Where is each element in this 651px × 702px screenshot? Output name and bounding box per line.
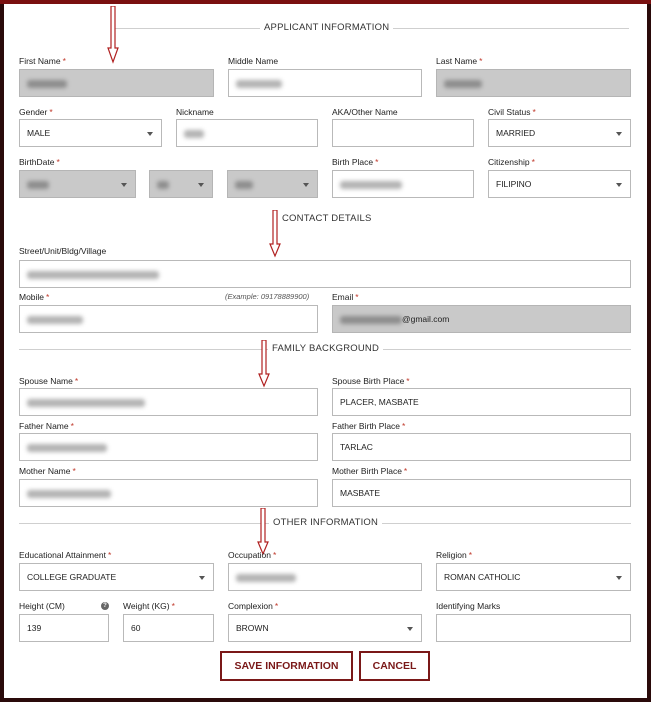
chevron-down-icon	[198, 183, 204, 187]
birth-month-select[interactable]	[19, 170, 136, 198]
spouse-name-field[interactable]	[19, 388, 318, 416]
gender-select[interactable]: MALE	[19, 119, 162, 147]
birth-place-field[interactable]	[332, 170, 474, 198]
applicant-form	[4, 4, 647, 698]
birthdate-label: BirthDate *	[19, 157, 60, 167]
section-title-other: OTHER INFORMATION	[269, 517, 382, 528]
mother-birth-place-field[interactable]: MASBATE	[332, 479, 631, 507]
occupation-label: Occupation *	[228, 550, 277, 560]
down-arrow-icon	[107, 6, 119, 64]
section-title-family: FAMILY BACKGROUND	[268, 343, 383, 354]
religion-label: Religion *	[436, 550, 473, 560]
chevron-down-icon	[303, 183, 309, 187]
section-title-applicant: APPLICANT INFORMATION	[260, 22, 393, 33]
street-field[interactable]	[19, 260, 631, 288]
citizenship-label: Citizenship *	[488, 157, 535, 167]
save-information-button[interactable]: SAVE INFORMATION	[220, 651, 353, 681]
religion-select[interactable]: ROMAN CATHOLIC	[436, 563, 631, 591]
mother-name-field[interactable]	[19, 479, 318, 507]
mobile-label: Mobile *	[19, 292, 50, 302]
father-name-field[interactable]	[19, 433, 318, 461]
mother-birth-place-label: Mother Birth Place *	[332, 466, 408, 476]
question-circle-icon[interactable]: ?	[101, 602, 109, 610]
birth-place-label: Birth Place *	[332, 157, 379, 167]
nickname-label: Nickname	[176, 107, 214, 117]
nickname-field[interactable]	[176, 119, 318, 147]
mother-name-label: Mother Name *	[19, 466, 76, 476]
birth-year-select[interactable]	[227, 170, 318, 198]
chevron-down-icon	[616, 132, 622, 136]
birth-day-select[interactable]	[149, 170, 213, 198]
mobile-field[interactable]	[19, 305, 318, 333]
chevron-down-icon	[616, 183, 622, 187]
father-birth-place-field[interactable]: TARLAC	[332, 433, 631, 461]
chevron-down-icon	[616, 576, 622, 580]
first-name-label: First Name *	[19, 56, 66, 66]
middle-name-label: Middle Name	[228, 56, 279, 66]
complexion-label: Complexion *	[228, 601, 279, 611]
first-name-field[interactable]	[19, 69, 214, 97]
complexion-select[interactable]: BROWN	[228, 614, 422, 642]
last-name-label: Last Name *	[436, 56, 483, 66]
middle-name-field[interactable]	[228, 69, 422, 97]
aka-field[interactable]	[332, 119, 474, 147]
down-arrow-icon	[257, 508, 269, 556]
section-title-contact: CONTACT DETAILS	[278, 213, 376, 224]
mobile-example-hint: (Example: 09178889900)	[225, 292, 310, 301]
email-field[interactable]: @gmail.com	[332, 305, 631, 333]
chevron-down-icon	[147, 132, 153, 136]
chevron-down-icon	[407, 627, 413, 631]
weight-label: Weight (KG) *	[123, 601, 175, 611]
chevron-down-icon	[199, 576, 205, 580]
street-label: Street/Unit/Bldg/Village	[19, 246, 107, 256]
father-name-label: Father Name *	[19, 421, 74, 431]
gender-label: Gender *	[19, 107, 53, 117]
height-label: Height (CM)	[19, 601, 65, 611]
spouse-birth-place-label: Spouse Birth Place *	[332, 376, 410, 386]
education-select[interactable]: COLLEGE GRADUATE	[19, 563, 214, 591]
identifying-marks-field[interactable]	[436, 614, 631, 642]
spouse-birth-place-field[interactable]: PLACER, MASBATE	[332, 388, 631, 416]
identifying-marks-label: Identifying Marks	[436, 601, 501, 611]
father-birth-place-label: Father Birth Place *	[332, 421, 406, 431]
email-label: Email *	[332, 292, 359, 302]
cancel-button[interactable]: CANCEL	[359, 651, 430, 681]
chevron-down-icon	[121, 183, 127, 187]
last-name-field[interactable]	[436, 69, 631, 97]
education-label: Educational Attainment *	[19, 550, 112, 560]
height-field[interactable]: 139	[19, 614, 109, 642]
aka-label: AKA/Other Name	[332, 107, 398, 117]
occupation-field[interactable]	[228, 563, 422, 591]
spouse-name-label: Spouse Name *	[19, 376, 79, 386]
civil-status-select[interactable]: MARRIED	[488, 119, 631, 147]
citizenship-select[interactable]: FILIPINO	[488, 170, 631, 198]
civil-status-label: Civil Status *	[488, 107, 536, 117]
weight-field[interactable]: 60	[123, 614, 214, 642]
